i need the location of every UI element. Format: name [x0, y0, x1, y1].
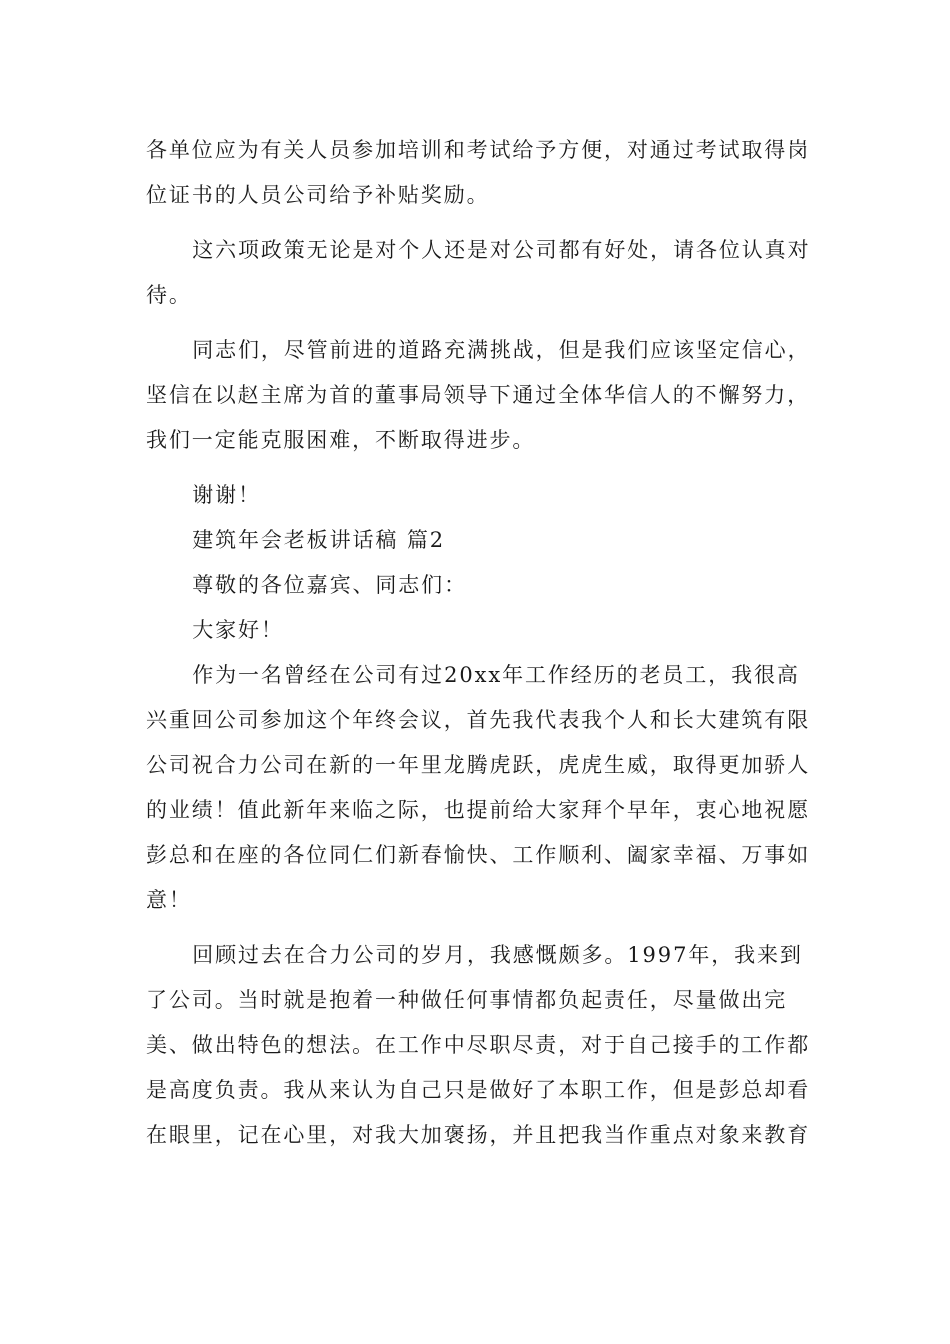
text-line: 公司祝合力公司在新的一年里龙腾虎跃，虎虎生威，取得更加骄人: [146, 753, 811, 777]
text-line: 是高度负责。我从来认为自己只是做好了本职工作，但是彭总却看: [146, 1078, 811, 1102]
paragraph-greeting: 大家好！: [192, 618, 284, 642]
paragraph-thanks: 谢谢！: [192, 483, 261, 507]
text-line: 作为一名曾经在公司有过20xx年工作经历的老员工，我很高: [192, 663, 800, 687]
section-heading: 建筑年会老板讲话稿 篇2: [192, 528, 446, 552]
document-body: [146, 128, 811, 1158]
paragraph-six-policies: [146, 228, 811, 318]
paragraph-comrades: [146, 328, 811, 463]
text-line: 我们一定能克服困难，不断取得进步。: [146, 428, 536, 452]
text-line: 同志们，尽管前进的道路充满挑战，但是我们应该坚定信心，: [192, 338, 811, 362]
text-line: 位证书的人员公司给予补贴奖励。: [146, 183, 490, 207]
text-line: 在眼里，记在心里，对我大加褒扬，并且把我当作重点对象来教育: [146, 1123, 811, 1147]
text-line: 回顾过去在合力公司的岁月，我感慨颇多。1997年，我来到: [192, 943, 803, 967]
text-line: 各单位应为有关人员参加培训和考试给予方便，对通过考试取得岗: [146, 138, 811, 162]
text-line: 美、做出特色的想法。在工作中尽职尽责，对于自己接手的工作都: [146, 1033, 811, 1057]
text-line: 兴重回公司参加这个年终会议，首先我代表我个人和长大建筑有限: [146, 708, 811, 732]
text-line: 的业绩！值此新年来临之际，也提前给大家拜个早年，衷心地祝愿: [146, 798, 811, 822]
paragraph-training-subsidy: [146, 128, 811, 218]
text-line: 了公司。当时就是抱着一种做任何事情都负起责任，尽量做出完: [146, 988, 788, 1012]
text-line: 这六项政策无论是对个人还是对公司都有好处，请各位认真对: [192, 238, 811, 262]
text-line: 坚信在以赵主席为首的董事局领导下通过全体华信人的不懈努力，: [146, 383, 811, 407]
text-line: 待。: [146, 283, 192, 307]
paragraph-salutation: 尊敬的各位嘉宾、同志们：: [192, 573, 467, 597]
text-line: 彭总和在座的各位同仁们新春愉快、工作顺利、阖家幸福、万事如: [146, 843, 811, 867]
text-line: 意！: [146, 888, 192, 912]
paragraph-introduction: [146, 653, 811, 923]
paragraph-looking-back: [146, 933, 811, 1158]
